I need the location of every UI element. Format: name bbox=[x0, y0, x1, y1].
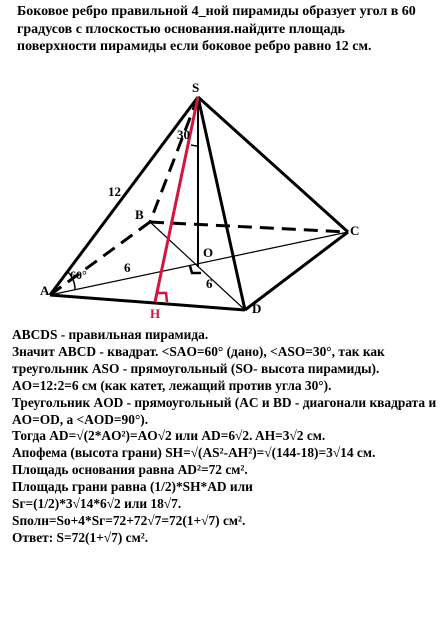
label-d: D bbox=[252, 301, 262, 316]
edge-bc bbox=[150, 222, 348, 232]
solution-line: Sполн=So+4*Sг=72+72√7=72(1+√7) см². bbox=[12, 512, 246, 528]
edge-sb bbox=[150, 97, 198, 222]
solution-line: Апофема (высота грани) SH=√(AS²-AH²)=√(144-18)=3√14 см. bbox=[12, 445, 376, 461]
edge-ad bbox=[50, 295, 245, 310]
solution-line: Площадь основания равна AD²=72 см². bbox=[12, 462, 248, 478]
label-angle-30: 30 bbox=[177, 127, 190, 142]
edge-sc bbox=[198, 97, 348, 232]
label-ao-6: 6 bbox=[124, 260, 131, 275]
label-angle-60: 60° bbox=[70, 268, 87, 282]
solution-line: Треугольник AOD - прямоугольный (AC и BD - диагонали квадрата и AO=OD, а <AOD=90°). bbox=[12, 394, 437, 427]
label-b: B bbox=[135, 207, 144, 222]
solution-line: ABCDS - правильная пирамида. bbox=[12, 327, 209, 342]
solution-line: Ответ: S=72(1+√7) см². bbox=[12, 529, 149, 545]
solution-line: AO=12:2=6 см (как катет, лежащий против угла 30°). bbox=[12, 377, 332, 393]
label-s: S bbox=[192, 80, 200, 95]
pyramid-figure bbox=[0, 75, 441, 325]
solution-line: Тогда AD=√(2*AO²)=AO√2 или AD=6√2. AH=3√2 см. bbox=[12, 428, 326, 444]
label-od-6: 6 bbox=[206, 276, 213, 291]
solution-line: Значит ABCD - квадрат. <SAO=60° (дано), <ASO=30°, так как треугольник ASO - прямоугольный (SO- высота пирамиды). bbox=[12, 343, 385, 376]
label-o: O bbox=[203, 245, 214, 260]
label-a: A bbox=[40, 283, 50, 298]
solution-line: Площадь грани равна (1/2)*SH*AD или bbox=[12, 479, 253, 495]
problem-statement: Боковое ребро правильной 4_ной пирамиды образует угол в 60 градусов с плоскостью основания.найдите площадь поверхности пирамиды если боковое ребро равно 12 см. bbox=[17, 4, 416, 54]
solution-line: Sг=(1/2)*3√14*6√2 или 18√7. bbox=[12, 496, 182, 512]
edge-dc bbox=[245, 232, 348, 310]
solution-text bbox=[12, 327, 437, 547]
angle-arc-s bbox=[191, 145, 197, 146]
label-edge-12: 12 bbox=[108, 184, 121, 199]
label-h: H bbox=[150, 306, 161, 321]
label-c: C bbox=[350, 223, 360, 238]
